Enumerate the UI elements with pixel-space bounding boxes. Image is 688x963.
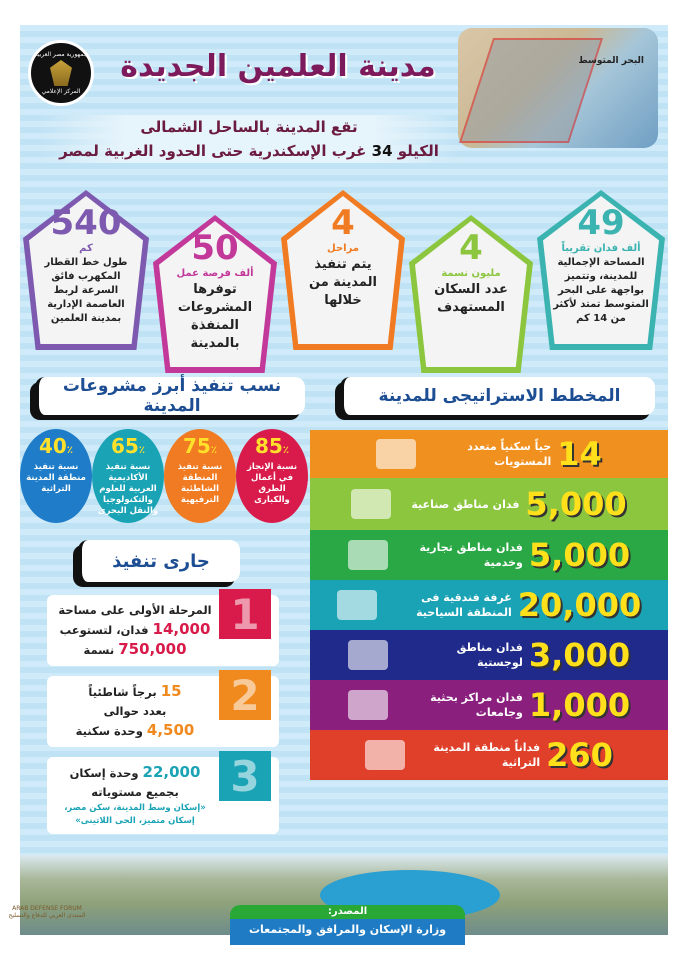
card-text: برجاً شاطئياً: [88, 685, 157, 699]
stat-card: [153, 215, 277, 373]
km-number: 34: [371, 142, 393, 160]
plan-label: فدان مناطق لوجستية: [456, 641, 523, 669]
plan-value: 1,000: [528, 686, 631, 724]
building-icon: [365, 740, 405, 770]
strategic-plan-chart: [310, 410, 668, 780]
stat-text: توفرها المشروعات المنفذة بالمدينة: [177, 282, 253, 351]
stat-text: المساحة الإجمالية للمدينة، وتتميز بواجهة على البحر المتوسط تمتد لأكثر من 14 كم: [553, 257, 649, 324]
plan-band: [310, 730, 668, 780]
progress-percent: 75٪: [183, 434, 217, 458]
plan-value: 20,000: [517, 586, 642, 624]
eagle-icon: [50, 60, 72, 86]
progress-header: نسب تنفيذ أبرز مشروعات المدينة: [35, 377, 305, 415]
progress-circle: [236, 429, 308, 523]
plan-value: 5,000: [528, 536, 631, 574]
step-number: 3: [219, 751, 271, 801]
plan-label: فدان مناطق تجارية وخدمية: [419, 541, 523, 569]
plan-band: [310, 580, 668, 630]
ongoing-card: [47, 751, 279, 834]
plan-label: فدان مناطق صناعية: [411, 497, 520, 511]
logo-text: المركز الإعلامي: [41, 88, 81, 95]
source-text: وزارة الإسكان والمرافق والمجتمعات العمرانية: [230, 919, 465, 945]
card-text: المرحلة الأولى على مساحة: [58, 603, 212, 617]
building-icon: [351, 489, 391, 519]
card-text: نسمة: [83, 643, 115, 657]
stat-unit: ألف فرصة عمل: [176, 268, 254, 279]
map-label: البحر المتوسط: [578, 56, 644, 66]
stat-unit: مراحل: [327, 243, 359, 254]
building-icon: [348, 640, 388, 670]
stat-unit: ألف فدان تقريباً: [561, 243, 641, 254]
plan-label: حياً سكنياً متعدد المستويات: [467, 440, 552, 468]
building-icon: [376, 439, 416, 469]
plan-label: غرفة فندقية فى المنطقة السياحية: [416, 591, 512, 619]
plan-header: المخطط الاستراتيجى للمدينة: [340, 377, 655, 415]
card-text: فدان، لتستوعب: [59, 623, 149, 637]
card-value: 750,000: [118, 640, 187, 658]
progress-circle: [92, 429, 164, 523]
progress-text: نسبة الإنجاز في أعمال الطرق والكبارى: [246, 462, 298, 505]
progress-circle: [164, 429, 236, 523]
stat-value: 49: [577, 203, 625, 243]
text: غرب الإسكندرية حتى الحدود الغربية لمصر: [59, 142, 367, 160]
card-text: وحدة سكنية: [75, 724, 143, 738]
stat-text: طول خط القطار المكهرب فائق السرعة لربط العاصمة الإدارية بمدينة العلمين: [44, 257, 128, 324]
city-map: [458, 28, 658, 148]
plan-value: 5,000: [525, 485, 627, 523]
progress-circle: [20, 429, 92, 523]
card-value: 4,500: [146, 721, 195, 739]
stat-card: [537, 190, 665, 350]
source-label: المصدر:: [230, 905, 465, 919]
page-title: مدينة العلمين الجديدة: [120, 49, 436, 84]
watermark-ar: المنتدى العربي للدفاع والتسليح: [8, 912, 86, 919]
card-note: «إسكان وسط المدينة، سكن مصر، إسكان متميز، الحى اللاتينى»: [64, 803, 206, 826]
subtitle-line: تقع المدينة بالساحل الشمالى: [140, 118, 358, 136]
subtitle: [40, 115, 458, 163]
watermark-en: ARAB DEFENSE FORUM: [12, 905, 82, 912]
building-icon: [348, 540, 388, 570]
stat-card: [281, 190, 405, 350]
card-value: 22,000: [142, 763, 201, 781]
plan-band: [310, 430, 668, 478]
stat-unit: كم: [79, 243, 93, 254]
ongoing-card: [47, 589, 279, 666]
plan-band: [310, 630, 668, 680]
cabinet-logo: [28, 40, 94, 106]
ongoing-header: جارى تنفيذ: [78, 540, 240, 582]
stat-value: 50: [191, 228, 239, 268]
progress-text: نسبة تنفيذ منطقة المدينة التراثية: [26, 462, 86, 494]
subtitle-line: [40, 139, 458, 163]
plan-band: [310, 478, 668, 530]
step-number: 1: [219, 589, 271, 639]
stat-unit: مليون نسمة: [441, 268, 501, 279]
infographic: [20, 25, 668, 958]
stat-card: [23, 190, 149, 350]
stat-value: 4: [331, 203, 355, 243]
card-value: 14,000: [152, 620, 211, 638]
stat-value: 4: [459, 228, 483, 268]
progress-percent: 65٪: [111, 434, 145, 458]
stat-value: 540: [50, 203, 122, 243]
plan-label: فدان مراكز بحثية وجامعات: [430, 691, 523, 719]
plan-value: 260: [546, 736, 613, 774]
card-text: وحدة إسكان: [69, 766, 139, 780]
progress-percent: 40٪: [39, 434, 73, 458]
plan-band: [310, 680, 668, 730]
step-number: 2: [219, 670, 271, 720]
plan-band: [310, 530, 668, 580]
ongoing-list: [47, 589, 279, 834]
source-box: [230, 905, 465, 958]
ongoing-card: [47, 670, 279, 747]
stat-card: [409, 215, 533, 373]
card-text: بعدد حوالى: [103, 704, 167, 718]
plan-value: 3,000: [528, 636, 631, 674]
logo-text: جمهورية مصر العربية: [34, 51, 88, 58]
card-value: 15: [160, 682, 182, 700]
progress-text: نسبة تنفيذ الأكاديمية العربية للعلوم والتكنولوجيا والنقل البحرى: [97, 462, 159, 516]
plan-label: فداناً منطقة المدينة التراثية: [433, 741, 541, 769]
card-text: بجميع مستوياته: [91, 785, 179, 799]
building-icon: [348, 690, 388, 720]
plan-value: 14: [557, 435, 602, 473]
stat-text: يتم تنفيذ المدينة من خلالها: [309, 257, 377, 308]
stat-text: عدد السكان المستهدف: [434, 282, 508, 315]
text: الكيلو: [397, 142, 439, 160]
progress-text: نسبة تنفيذ المنطقة الشاطئية الترفيهية: [177, 462, 223, 505]
watermark-logo: [2, 905, 92, 919]
progress-percent: 85٪: [255, 434, 289, 458]
building-icon: [337, 590, 377, 620]
